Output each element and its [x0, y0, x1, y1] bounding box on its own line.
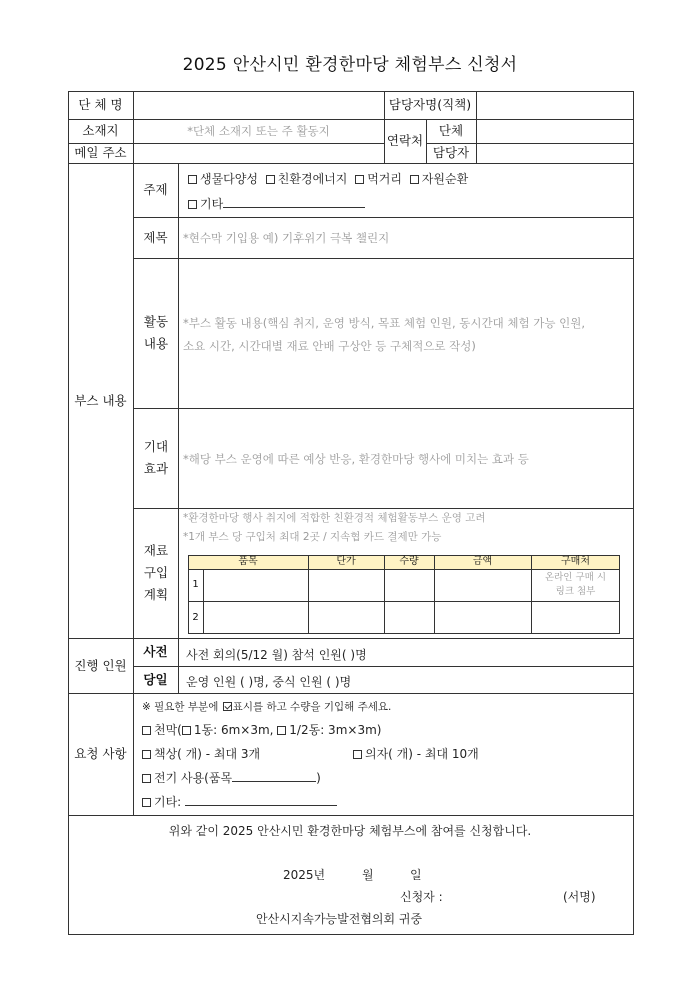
address-label: 소재지 [82, 123, 119, 139]
checkbox-icon [142, 774, 151, 783]
request-tent: 천막( 1동: 6m×3m, 1/2동: 3m×3m) [142, 721, 381, 738]
contact-org-label: 단체 [438, 123, 464, 139]
subject-field[interactable]: *현수막 기입용 예) 기후위기 극복 챌린지 [183, 231, 390, 245]
theme-option-recycling[interactable]: 자원순환 [410, 172, 468, 186]
applicant-label: 신청자 : [400, 890, 443, 904]
materials-row-number: 2 [192, 611, 199, 623]
checkbox-icon [355, 175, 364, 184]
materials-hint-line1: *환경한마당 행사 취지에 적합한 친환경적 체험활동부스 운영 고려 [183, 512, 486, 524]
staff-pre-label: 사전 [143, 644, 168, 660]
subject-label: 제목 [143, 229, 168, 245]
checkbox-icon[interactable] [277, 726, 286, 735]
signature-label: (서명) [563, 890, 596, 904]
checkbox-icon [142, 798, 151, 807]
materials-header-vendor: 구매처 [561, 556, 590, 568]
manager-field[interactable] [477, 92, 633, 118]
materials-row-number: 1 [192, 579, 199, 591]
materials-header-price: 단가 [336, 556, 356, 568]
request-note: ※ 필요한 부분에 표시를 하고 수량을 기입해 주세요. [142, 701, 392, 713]
recipient: 안산시지속가능발전협의회 귀중 [256, 912, 423, 926]
checkbox-icon[interactable] [142, 726, 151, 735]
footer-day: 일 [410, 868, 422, 882]
theme-option-biodiversity[interactable]: 생물다양성 [188, 172, 258, 186]
page-title: 2025 안산시민 환경한마당 체험부스 신청서 [182, 55, 518, 75]
email-label: 메일 주소 [74, 145, 127, 161]
request-desk[interactable]: 책상( 개) - 최대 3개 [142, 745, 260, 762]
footer-statement: 위와 같이 2025 안산시민 환경한마당 체험부스에 참여를 신청합니다. [168, 824, 532, 838]
staff-section-label: 진행 인원 [74, 657, 127, 673]
request-other-line [185, 793, 337, 806]
activity-label: 활동 내용 [143, 314, 169, 351]
checkbox-icon[interactable] [182, 726, 191, 735]
materials-header-item: 품목 [238, 556, 258, 568]
email-field[interactable] [134, 144, 383, 162]
materials-header-amount: 금액 [472, 556, 493, 568]
purchase-link-hint: 온라인 구매 시 링크 첨부 [544, 571, 607, 597]
checkbox-icon [188, 200, 197, 209]
booth-section-label: 부스 내용 [74, 392, 127, 408]
effect-field[interactable]: *해당 부스 운영에 따른 예상 반응, 환경한마당 행사에 미치는 효과 등 [183, 452, 529, 466]
materials-hint-line2: *1개 부스 당 구입처 최대 2곳 / 지속협 카드 결제만 가능 [183, 531, 442, 543]
applicant-field[interactable] [456, 886, 556, 904]
manager-label: 담당자명(직책) [388, 97, 472, 113]
theme-other-line [223, 195, 365, 208]
checkbox-icon [142, 750, 151, 759]
request-other[interactable]: 기타: [142, 793, 337, 810]
theme-label: 주제 [143, 182, 168, 198]
theme-option-food[interactable]: 먹거리 [355, 172, 402, 186]
contact-person-field[interactable] [477, 144, 633, 162]
materials-label: 재료 구입 계획 [143, 543, 169, 602]
contact-label: 연락처 [386, 133, 424, 149]
request-chair[interactable]: 의자( 개) - 최대 10개 [353, 745, 479, 762]
contact-person-label: 담당자 [432, 145, 470, 161]
staff-day-field[interactable]: 운영 인원 ( )명, 중식 인원 ( )명 [186, 675, 352, 689]
request-power[interactable]: 전기 사용(품목 ) [142, 769, 321, 786]
request-section-label: 요청 사항 [74, 746, 127, 762]
address-field[interactable]: *단체 소재지 또는 주 활동지 [187, 123, 330, 138]
contact-org-field[interactable] [477, 120, 633, 142]
effect-label: 기대 효과 [143, 439, 169, 476]
footer-year: 2025년 [283, 868, 326, 882]
checkbox-icon [266, 175, 275, 184]
staff-pre-field[interactable]: 사전 회의(5/12 월) 참석 인원( )명 [186, 648, 367, 662]
checkbox-icon [410, 175, 419, 184]
theme-option-other[interactable]: 기타 [188, 195, 365, 212]
footer-month: 월 [362, 868, 374, 882]
staff-day-label: 당일 [143, 671, 168, 687]
activity-hint-line2: 소요 시간, 시간대별 재료 안배 구상안 등 구체적으로 작성) [183, 339, 476, 353]
checkbox-icon [353, 750, 362, 759]
org-name-field[interactable] [134, 92, 383, 118]
power-item-line [232, 769, 316, 782]
checkbox-icon [188, 175, 197, 184]
org-name-label: 단 체 명 [78, 97, 123, 113]
theme-option-energy[interactable]: 친환경에너지 [266, 172, 348, 186]
checked-box-icon [223, 702, 232, 711]
materials-header-qty: 수량 [399, 556, 419, 568]
activity-hint-line1: *부스 활동 내용(핵심 취지, 운영 방식, 목표 체험 인원, 동시간대 체험 가능 인원, [183, 316, 585, 330]
theme-options [188, 170, 468, 187]
